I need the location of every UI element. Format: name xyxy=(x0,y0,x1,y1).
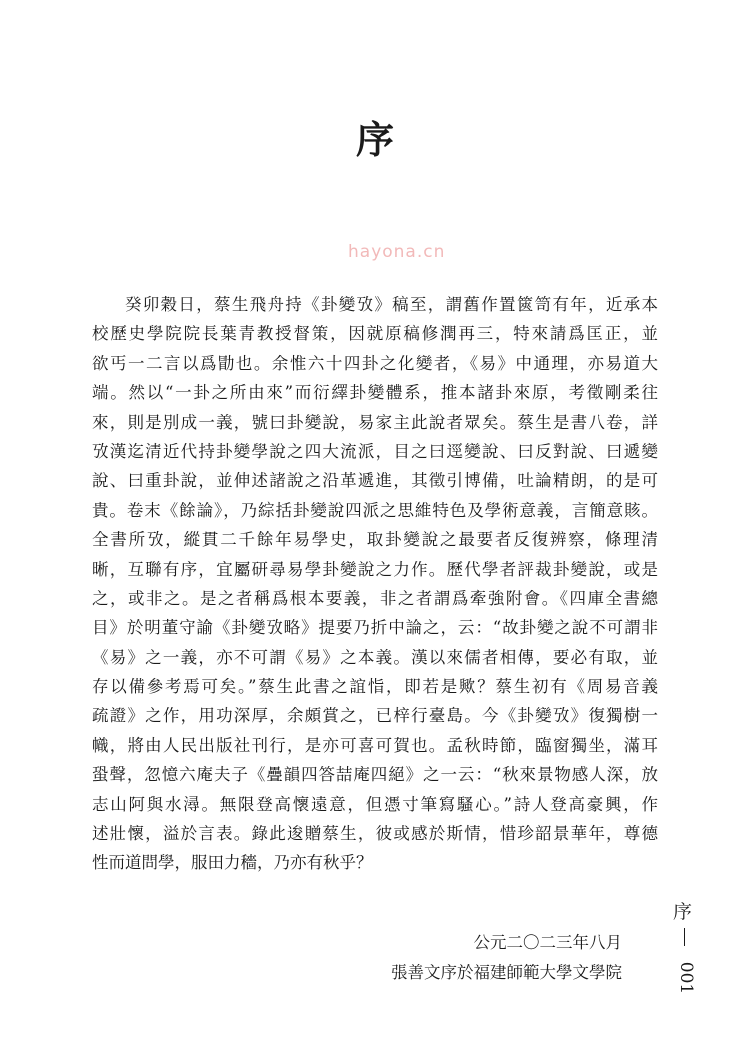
running-section-title: 序 xyxy=(673,901,693,923)
page-number-text: 001 xyxy=(676,961,697,995)
body-line: 癸卯穀日，蔡生飛舟持《卦變攷》稿至，謂舊作置篋笥有年，近承本 xyxy=(125,295,658,314)
page-number xyxy=(671,960,701,996)
margin-divider xyxy=(684,928,685,946)
body-line: 端。然以“一卦之所由來”而衍繹卦變體系，推本諸卦來原，考徵剛柔往 xyxy=(92,383,658,403)
body-line: 《易》之一義，亦不可謂《易》之本義。漢以來儒者相傳，要必有取，並 xyxy=(92,647,658,667)
body-line: 蛩聲，忽憶六庵夫子《疊韻四答喆庵四絕》之一云：“秋來景物感人深，放 xyxy=(92,765,658,785)
body-line: 說、曰重卦說，並伸述諸說之沿革遞進，其徵引博備，吐論精朗，的是可 xyxy=(92,471,658,491)
body-line: 貴。卷末《餘論》，乃綜括卦變說四派之思維特色及學術意義，言簡意賅。 xyxy=(92,500,658,520)
signature-author: 張善文序於福建師範大學文學院 xyxy=(391,963,622,982)
body-line: 來，則是別成一義，號曰卦變說，易家主此說者眾矣。蔡生是書八卷，詳 xyxy=(92,412,658,432)
body-text xyxy=(92,290,658,878)
signature-date: 公元二〇二三年八月 xyxy=(473,933,622,952)
watermark: hayona.cn xyxy=(348,242,446,262)
body-line: 述壯懷，溢於言表。錄此逡贈蔡生，彼或感於斯情，惜珍韶景華年，尊德 xyxy=(92,824,658,844)
body-line: 目》於明董守諭《卦變攷略》提要乃折中論之，云：“故卦變之說不可謂非 xyxy=(92,618,658,638)
body-line: 欲丐一二言以爲勖也。余惟六十四卦之化變者，《易》中通理，亦易道大 xyxy=(92,353,658,373)
body-line: 全書所攷，縱貫二千餘年易學史，取卦變說之最要者反復辨察，條理清 xyxy=(92,530,658,550)
body-line: 校歷史學院院長葉青教授督策，因就原稿修潤再三，特來請爲匡正，並 xyxy=(92,324,658,344)
body-line: 性而道問學，服田力穡，乃亦有秋乎？ xyxy=(92,853,373,873)
body-line: 幟，將由人民出版社刊行，是亦可喜可賀也。孟秋時節，臨窗獨坐，滿耳 xyxy=(92,735,658,755)
body-line: 疏證》之作，用功深厚，余頗賞之，已梓行臺島。今《卦變攷》復獨樹一 xyxy=(92,706,658,726)
body-line: 之，或非之。是之者稱爲根本要義，非之者謂爲牽強附會。《四庫全書總 xyxy=(92,588,658,608)
body-line: 攷漢迄清近代持卦變學說之四大流派，目之曰逕變說、曰反對說、曰遞變 xyxy=(92,441,658,461)
body-line: 志山阿與水潯。無限登高懷遠意，但憑寸筆寫騷心。”詩人登高豪興，作 xyxy=(92,794,658,814)
body-line: 晰，互聯有序，宜屬研尋易學卦變說之力作。歷代學者評裁卦變說，或是 xyxy=(92,559,658,579)
page-title: 序 xyxy=(355,117,394,162)
body-line: 存以備參考焉可矣。”蔡生此書之誼恉，即若是歟？蔡生初有《周易音義 xyxy=(92,677,658,697)
